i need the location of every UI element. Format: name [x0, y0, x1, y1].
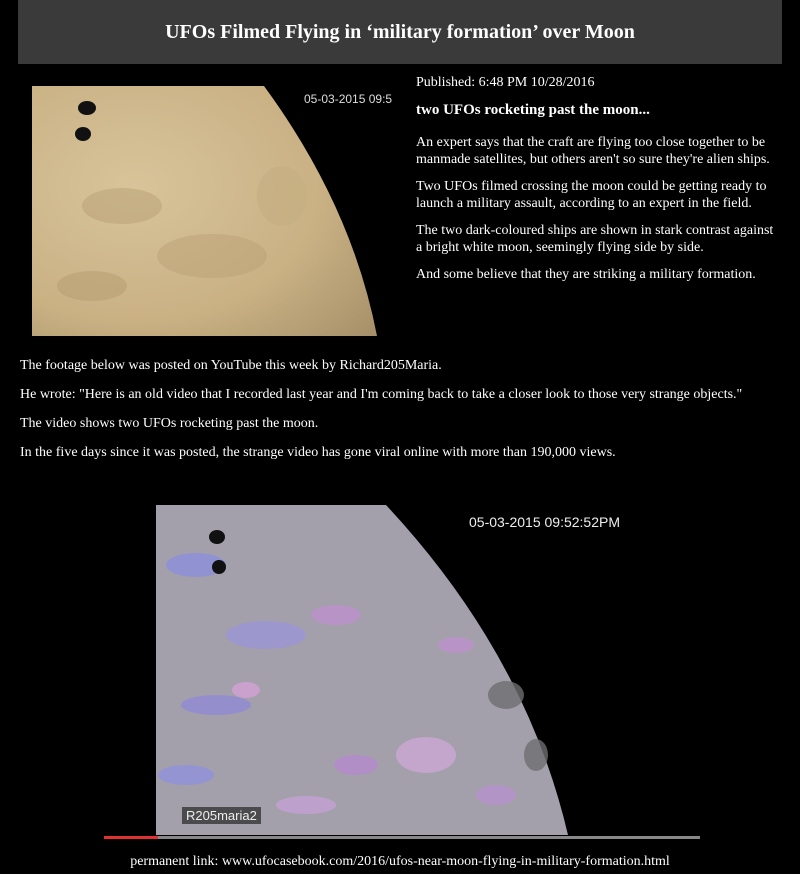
- photo-1-timestamp: 05-03-2015 09:5: [304, 92, 393, 106]
- article-paragraph: Two UFOs filmed crossing the moon could be getting ready to launch a military assault, according to an expert in the field.: [416, 179, 767, 211]
- moon-photo-1-graphic: [32, 86, 410, 336]
- ufo-1: [78, 101, 96, 115]
- article-paragraph: And some believe that they are striking a military formation.: [416, 267, 756, 282]
- video-progress-fill: [104, 836, 158, 839]
- ufo-2: [75, 127, 91, 141]
- video-frame[interactable]: [156, 505, 700, 835]
- moon-photo-1: [32, 86, 410, 336]
- article-full-width: [20, 357, 780, 473]
- article-paragraph: The footage below was posted on YouTube this week by Richard205Maria.: [20, 358, 442, 373]
- page-header: [18, 0, 782, 64]
- ufo-1: [209, 530, 225, 544]
- article-paragraph: In the five days since it was posted, the strange video has gone viral online with more than 190,000 views.: [20, 445, 616, 460]
- article-paragraph: He wrote: "Here is an old video that I recorded last year and I'm coming back to take a closer look to those very strange objects.": [20, 387, 743, 402]
- video-progress-bar[interactable]: [104, 836, 700, 839]
- video-watermark: R205maria2: [182, 807, 261, 824]
- ufo-2: [212, 560, 226, 574]
- article-paragraph: An expert says that the craft are flying too close together to be manmade satellites, but others aren't so sure they're alien ships.: [416, 135, 770, 167]
- article-paragraph: The two dark-coloured ships are shown in stark contrast against a bright white moon, seemingly flying side by side.: [416, 223, 774, 255]
- article-column: [416, 74, 782, 293]
- video-frame-graphic: [156, 505, 700, 835]
- published-date: Published: 6:48 PM 10/28/2016: [416, 75, 595, 90]
- article-subtitle: two UFOs rocketing past the moon...: [416, 102, 650, 118]
- article-paragraph: The video shows two UFOs rocketing past the moon.: [20, 416, 319, 431]
- permanent-link[interactable]: permanent link: www.ufocasebook.com/2016/ufos-near-moon-flying-in-military-formation.html: [130, 854, 670, 869]
- video-timestamp: 05-03-2015 09:52:52PM: [469, 514, 620, 530]
- page-title: UFOs Filmed Flying in ‘military formation’ over Moon: [165, 20, 635, 43]
